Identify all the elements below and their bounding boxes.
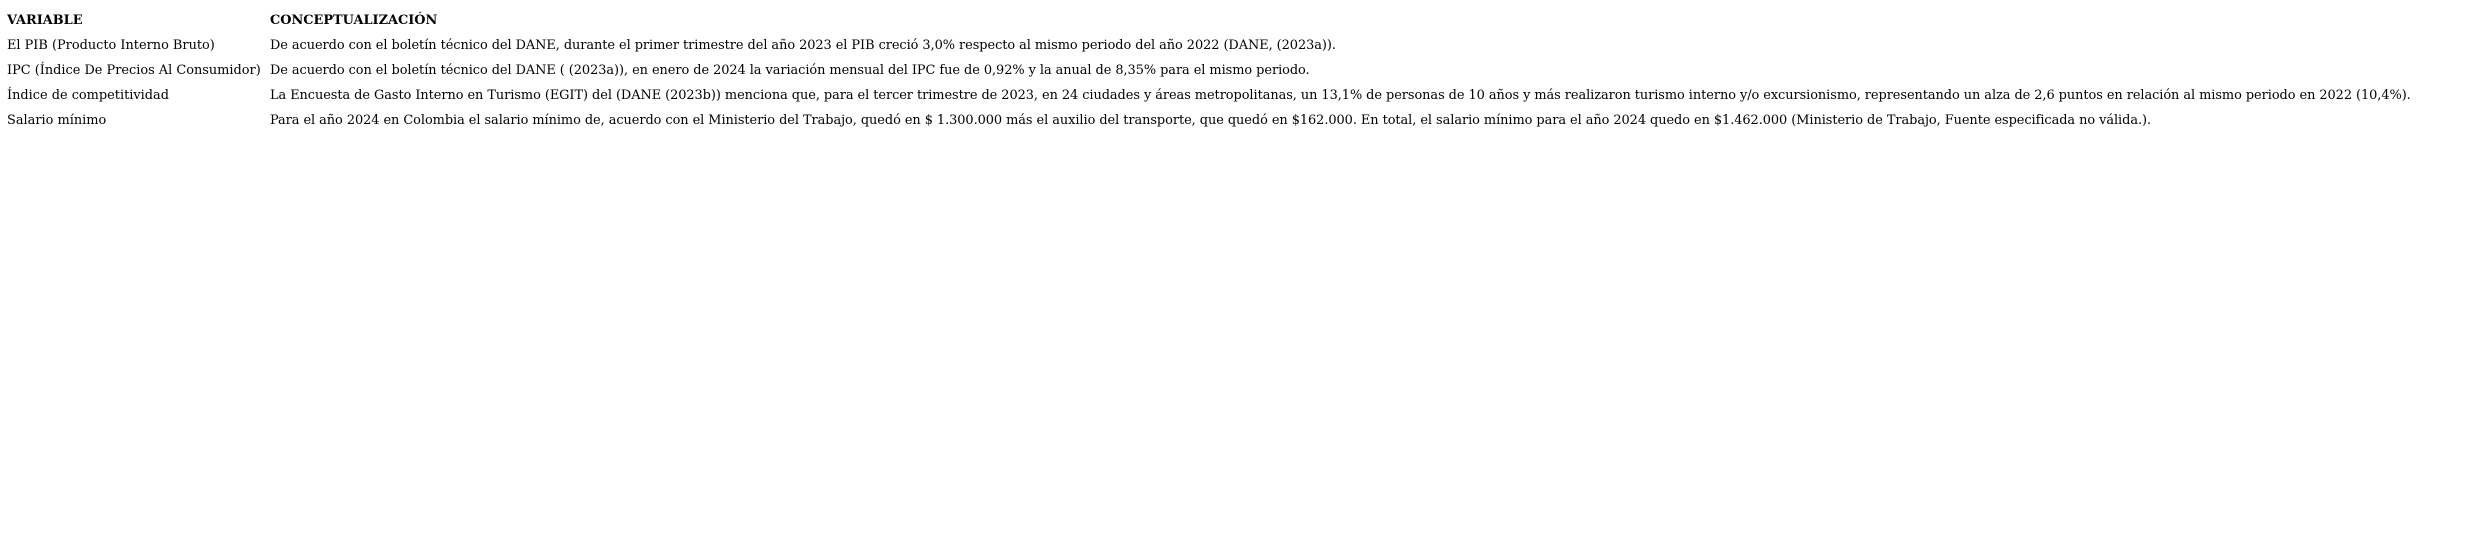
table-row [7,33,2469,58]
header-conceptualizacion: CONCEPTUALIZACIÓN [270,13,438,28]
concept-cell: De acuerdo con el boletín técnico del DANE, durante el primer trimestre del año 2023 el PIB creció 3,0% respecto al mismo periodo del año 2022 (DANE, (2023a)). [270,38,1336,53]
concept-cell: Para el año 2024 en Colombia el salario mínimo de, acuerdo con el Ministerio del Trabajo, quedó en $ 1.300.000 más el auxilio del transporte, que quedó en $162.000. En total, el salario mínimo para el año 2024 quedo en $1.462.000 (Ministerio de Trabajo, Fuente especificada no válida.). [270,113,2152,128]
variables-table [7,8,2469,133]
table-row [7,83,2469,108]
table-row [7,58,2469,83]
table-row [7,108,2469,133]
concept-cell: La Encuesta de Gasto Interno en Turismo (EGIT) del (DANE (2023b)) menciona que, para el tercer trimestre de 2023, en 24 ciudades y áreas metropolitanas, un 13,1% de personas de 10 años y más realizaron turismo interno y/o excursionismo, representando un alza de 2,6 puntos en relación al mismo periodo en 2022 (10,4%). [270,88,2411,103]
table-header-row [7,8,2469,33]
variable-cell: IPC (Índice De Precios Al Consumidor) [7,63,261,78]
concept-cell: De acuerdo con el boletín técnico del DANE ( (2023a)), en enero de 2024 la variación mensual del IPC fue de 0,92% y la anual de 8,35% para el mismo periodo. [270,63,1310,78]
variable-cell: Salario mínimo [7,113,107,128]
variable-cell: El PIB (Producto Interno Bruto) [7,38,215,53]
variable-cell: Índice de competitividad [7,88,169,103]
header-variable: VARIABLE [7,13,83,28]
